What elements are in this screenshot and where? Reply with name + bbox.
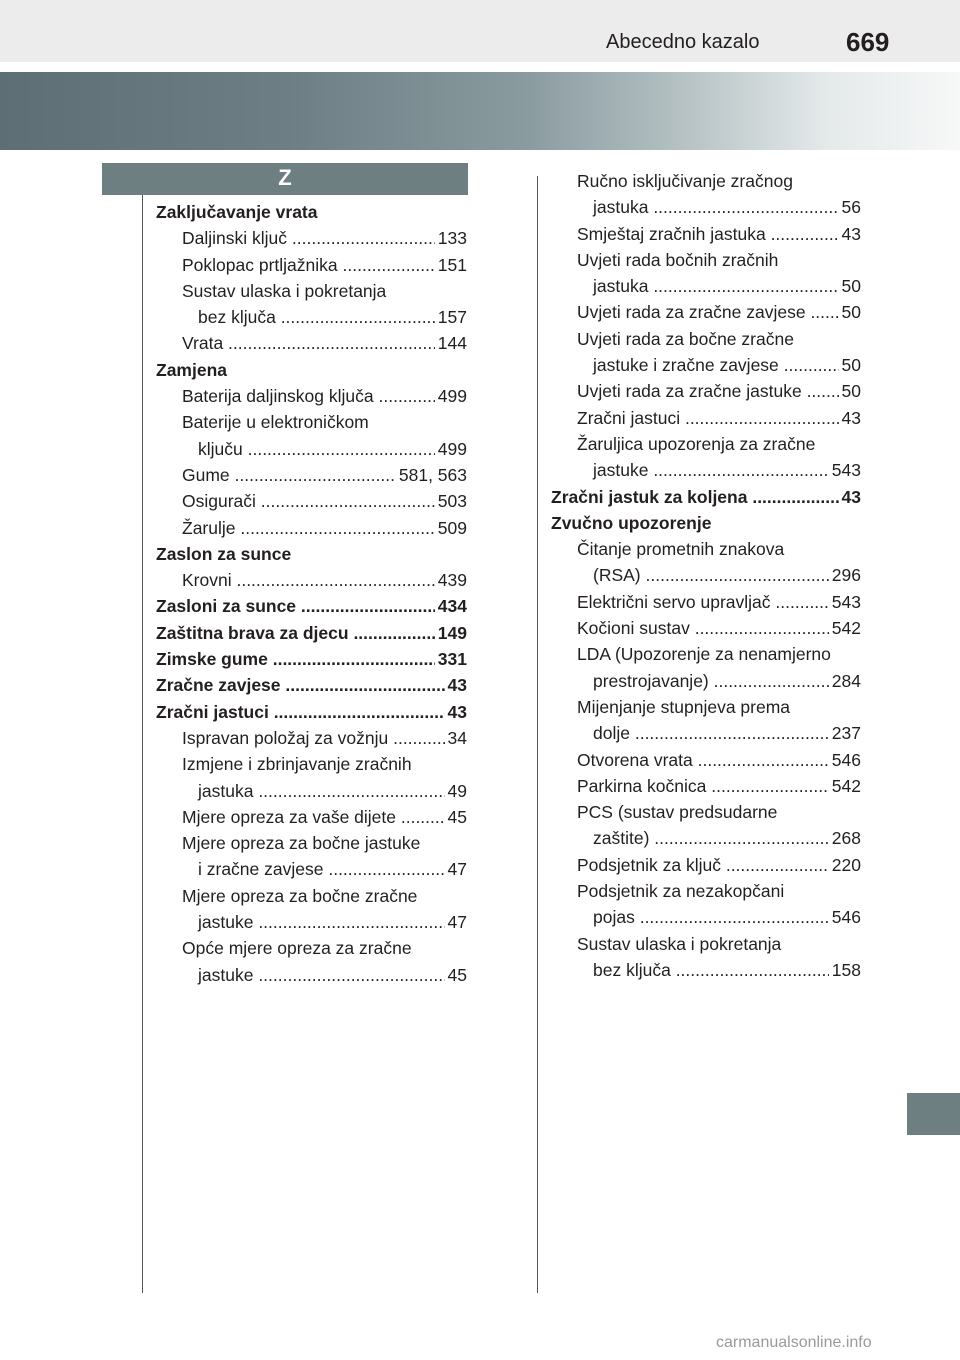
index-entry-term: jastuka ..... bbox=[593, 197, 861, 217]
index-entry bbox=[156, 593, 467, 619]
index-entry-term: jastuka ..... bbox=[593, 276, 861, 296]
index-entry-term: dolje ..... bbox=[593, 723, 861, 743]
index-entry bbox=[551, 773, 861, 799]
index-entry bbox=[156, 462, 467, 488]
index-entry bbox=[156, 646, 467, 672]
index-entry bbox=[551, 747, 861, 773]
index-entry-term: Izmjene i zbrinjavanje zračnih bbox=[182, 754, 412, 775]
index-entry-page: 47 bbox=[445, 856, 467, 882]
index-entry-term: jastuka ..... bbox=[198, 781, 467, 801]
index-entry-page: 56 bbox=[839, 194, 861, 220]
index-entry-page: 434 bbox=[435, 593, 467, 619]
index-entry-term: Gume ..... bbox=[182, 465, 467, 485]
index-entry bbox=[156, 856, 467, 882]
column-divider-middle bbox=[537, 176, 538, 1293]
index-entry-term: Uvjeti rada bočnih zračnih bbox=[577, 249, 779, 270]
index-entry bbox=[156, 225, 467, 251]
index-entry-term: Otvorena vrata ..... bbox=[577, 750, 861, 770]
index-entry bbox=[551, 668, 861, 694]
index-entry bbox=[551, 247, 861, 273]
index-entry-term: jastuke i zračne zavjese ..... bbox=[593, 355, 861, 375]
index-entry-page: 439 bbox=[435, 567, 467, 593]
chapter-side-tab bbox=[907, 1093, 960, 1135]
index-entry bbox=[551, 589, 861, 615]
index-entry-term: Zračne zavjese ..... bbox=[156, 675, 467, 695]
index-entry-page: 43 bbox=[839, 221, 861, 247]
index-entry-page: 509 bbox=[435, 515, 467, 541]
index-entry-page: 157 bbox=[435, 304, 467, 330]
index-entry bbox=[156, 699, 467, 725]
index-entry bbox=[156, 830, 467, 856]
index-entry-term: Uvjeti rada za zračne zavjese ..... bbox=[577, 302, 861, 322]
index-entry bbox=[551, 405, 861, 431]
index-entry-term: Ispravan položaj za vožnju ..... bbox=[182, 728, 467, 748]
index-entry-page: 43 bbox=[445, 672, 467, 698]
index-entry-term: Mjere opreza za bočne jastuke bbox=[182, 833, 421, 854]
index-entry-page: 43 bbox=[445, 699, 467, 725]
index-entry-term: LDA (Upozorenje za nenamjerno bbox=[577, 644, 831, 665]
index-entry bbox=[551, 904, 861, 930]
index-entry bbox=[156, 357, 467, 383]
index-entry bbox=[551, 799, 861, 825]
index-entry-term: ključu ..... bbox=[198, 439, 467, 459]
index-entry-term: Parkirna kočnica ..... bbox=[577, 776, 861, 796]
index-entry-page: 45 bbox=[445, 962, 467, 988]
index-entry-page: 149 bbox=[435, 620, 467, 646]
index-entry bbox=[156, 883, 467, 909]
index-entry bbox=[156, 330, 467, 356]
index-entry-page: 581, 563 bbox=[396, 462, 467, 488]
index-entry-page: 34 bbox=[445, 725, 467, 751]
index-entry bbox=[551, 720, 861, 746]
index-entry-page: 543 bbox=[829, 589, 861, 615]
index-entry-page: 296 bbox=[829, 562, 861, 588]
index-entry-term: prestrojavanje) ..... bbox=[593, 671, 861, 691]
index-entry-term: Električni servo upravljač ..... bbox=[577, 592, 861, 612]
index-entry-page: 144 bbox=[435, 330, 467, 356]
index-entry-term: bez ključa ..... bbox=[593, 960, 861, 980]
index-entry bbox=[551, 194, 861, 220]
index-entry-term: Sustav ulaska i pokretanja bbox=[182, 280, 387, 301]
index-entry-page: 237 bbox=[829, 720, 861, 746]
index-entry-term: Zaštitna brava za djecu ..... bbox=[156, 623, 467, 643]
index-entry-page: 50 bbox=[839, 352, 861, 378]
index-entry-page: 49 bbox=[445, 778, 467, 804]
index-entry-term: Krovni ..... bbox=[182, 570, 467, 590]
index-entry-page: 284 bbox=[829, 668, 861, 694]
index-entry-page: 50 bbox=[839, 378, 861, 404]
index-entry-term: Smještaj zračnih jastuka ..... bbox=[577, 224, 861, 244]
index-entry-page: 268 bbox=[829, 825, 861, 851]
index-entry bbox=[156, 567, 467, 593]
index-entry bbox=[551, 299, 861, 325]
index-entry-page: 43 bbox=[839, 484, 861, 510]
index-entry-page: 546 bbox=[829, 747, 861, 773]
index-entry-term: Mjere opreza za vaše dijete ..... bbox=[182, 807, 467, 827]
watermark-text: carmanualsonline.info bbox=[716, 1334, 872, 1351]
index-entry-term: Čitanje prometnih znakova bbox=[577, 539, 785, 560]
index-entry-page: 499 bbox=[435, 436, 467, 462]
index-entry-page: 158 bbox=[829, 957, 861, 983]
index-entry bbox=[551, 562, 861, 588]
index-entry bbox=[156, 804, 467, 830]
index-entry bbox=[156, 541, 467, 567]
index-entry bbox=[156, 909, 467, 935]
index-entry bbox=[156, 620, 467, 646]
index-entry-page: 546 bbox=[829, 904, 861, 930]
index-entry bbox=[551, 273, 861, 299]
index-entry bbox=[551, 694, 861, 720]
index-entry bbox=[551, 878, 861, 904]
index-entry bbox=[551, 641, 861, 667]
index-entry-term: zaštite) ..... bbox=[593, 828, 861, 848]
index-entry-term: (RSA) ..... bbox=[593, 565, 861, 585]
index-entry bbox=[156, 409, 467, 435]
index-column-right bbox=[551, 168, 861, 983]
index-entry bbox=[551, 378, 861, 404]
index-entry bbox=[551, 510, 861, 536]
index-entry-term: Zaslon za sunce bbox=[156, 543, 292, 564]
index-entry-term: i zračne zavjese ..... bbox=[198, 859, 467, 879]
index-entry bbox=[551, 931, 861, 957]
index-entry-term: bez ključa ..... bbox=[198, 307, 467, 327]
index-entry-term: Poklopac prtljažnika ..... bbox=[182, 255, 467, 275]
index-entry-term: Zračni jastuk za koljena ..... bbox=[551, 487, 861, 507]
index-entry bbox=[551, 825, 861, 851]
index-entry-term: PCS (sustav predsudarne bbox=[577, 802, 778, 823]
index-entry bbox=[551, 352, 861, 378]
index-entry-page: 542 bbox=[829, 615, 861, 641]
index-entry-page: 542 bbox=[829, 773, 861, 799]
index-entry bbox=[551, 484, 861, 510]
index-entry-term: Zasloni za sunce ..... bbox=[156, 596, 467, 616]
index-entry bbox=[551, 957, 861, 983]
index-entry-term: Podsjetnik za nezakopčani bbox=[577, 881, 785, 902]
index-entry-term: Zvučno upozorenje bbox=[551, 512, 712, 533]
index-entry-term: Žarulje ..... bbox=[182, 518, 467, 538]
index-entry bbox=[156, 304, 467, 330]
index-entry bbox=[551, 431, 861, 457]
index-entry-term: Ručno isključivanje zračnog bbox=[577, 171, 793, 191]
index-entry-term: pojas ..... bbox=[593, 907, 861, 927]
index-entry-term: Žaruljica upozorenja za zračne bbox=[577, 433, 816, 454]
index-entry-page: 151 bbox=[435, 252, 467, 278]
index-entry-term: Zimske gume ..... bbox=[156, 649, 467, 669]
index-entry-term: jastuke ..... bbox=[593, 460, 861, 480]
index-entry bbox=[156, 962, 467, 988]
index-entry-term: Osigurači ..... bbox=[182, 491, 467, 511]
top-header-bar bbox=[0, 0, 960, 62]
index-entry bbox=[156, 199, 467, 225]
index-entry-page: 50 bbox=[839, 273, 861, 299]
index-entry-term: Zaključavanje vrata bbox=[156, 202, 318, 222]
index-entry bbox=[551, 852, 861, 878]
index-entry-page: 499 bbox=[435, 383, 467, 409]
page-header-title: Abecedno kazalo bbox=[606, 31, 760, 53]
index-entry-page: 543 bbox=[829, 457, 861, 483]
index-entry-term: Zamjena bbox=[156, 359, 227, 380]
index-entry-term: Uvjeti rada za bočne zračne bbox=[577, 328, 794, 349]
index-entry-term: Podsjetnik za ključ ..... bbox=[577, 855, 861, 875]
index-entry-page: 50 bbox=[839, 299, 861, 325]
index-entry bbox=[156, 278, 467, 304]
index-entry-term: jastuke ..... bbox=[198, 965, 467, 985]
index-entry-term: Baterija daljinskog ključa ..... bbox=[182, 386, 467, 406]
index-entry-page: 133 bbox=[435, 225, 467, 251]
index-entry-page: 331 bbox=[435, 646, 467, 672]
index-entry bbox=[156, 488, 467, 514]
index-entry-term: Baterije u elektroničkom bbox=[182, 412, 369, 433]
index-entry bbox=[551, 457, 861, 483]
index-entry-term: jastuke ..... bbox=[198, 912, 467, 932]
index-entry bbox=[551, 615, 861, 641]
index-entry-term: Zračni jastuci ..... bbox=[577, 408, 861, 428]
decorative-banner bbox=[0, 72, 960, 150]
index-entry-term: Vrata ..... bbox=[182, 333, 467, 353]
index-entry-page: 45 bbox=[445, 804, 467, 830]
index-entry-term: Sustav ulaska i pokretanja bbox=[577, 933, 782, 954]
index-entry bbox=[156, 436, 467, 462]
index-entry bbox=[156, 672, 467, 698]
index-entry bbox=[551, 221, 861, 247]
index-entry-term: Uvjeti rada za zračne jastuke ..... bbox=[577, 381, 861, 401]
index-entry bbox=[156, 751, 467, 777]
index-entry-term: Kočioni sustav ..... bbox=[577, 618, 861, 638]
index-entry bbox=[156, 935, 467, 961]
index-entry bbox=[156, 383, 467, 409]
index-entry-term: Zračni jastuci ..... bbox=[156, 702, 467, 722]
index-entry-term: Opće mjere opreza za zračne bbox=[182, 938, 412, 959]
index-column-left bbox=[156, 199, 467, 988]
index-entry bbox=[551, 168, 861, 194]
index-entry bbox=[156, 252, 467, 278]
index-entry-term: Mijenjanje stupnjeva prema bbox=[577, 696, 791, 717]
index-entry bbox=[156, 725, 467, 751]
index-entry-page: 220 bbox=[829, 852, 861, 878]
index-entry-term: Daljinski ključ ..... bbox=[182, 228, 467, 248]
index-entry-page: 503 bbox=[435, 488, 467, 514]
index-entry bbox=[156, 778, 467, 804]
section-letter-heading: Z bbox=[102, 163, 468, 195]
index-entry bbox=[551, 536, 861, 562]
page-number: 669 bbox=[846, 27, 890, 57]
column-divider-left bbox=[142, 195, 143, 1293]
index-entry-page: 47 bbox=[445, 909, 467, 935]
index-entry bbox=[156, 515, 467, 541]
index-entry bbox=[551, 326, 861, 352]
index-entry-term: Mjere opreza za bočne zračne bbox=[182, 885, 418, 906]
index-entry-page: 43 bbox=[839, 405, 861, 431]
